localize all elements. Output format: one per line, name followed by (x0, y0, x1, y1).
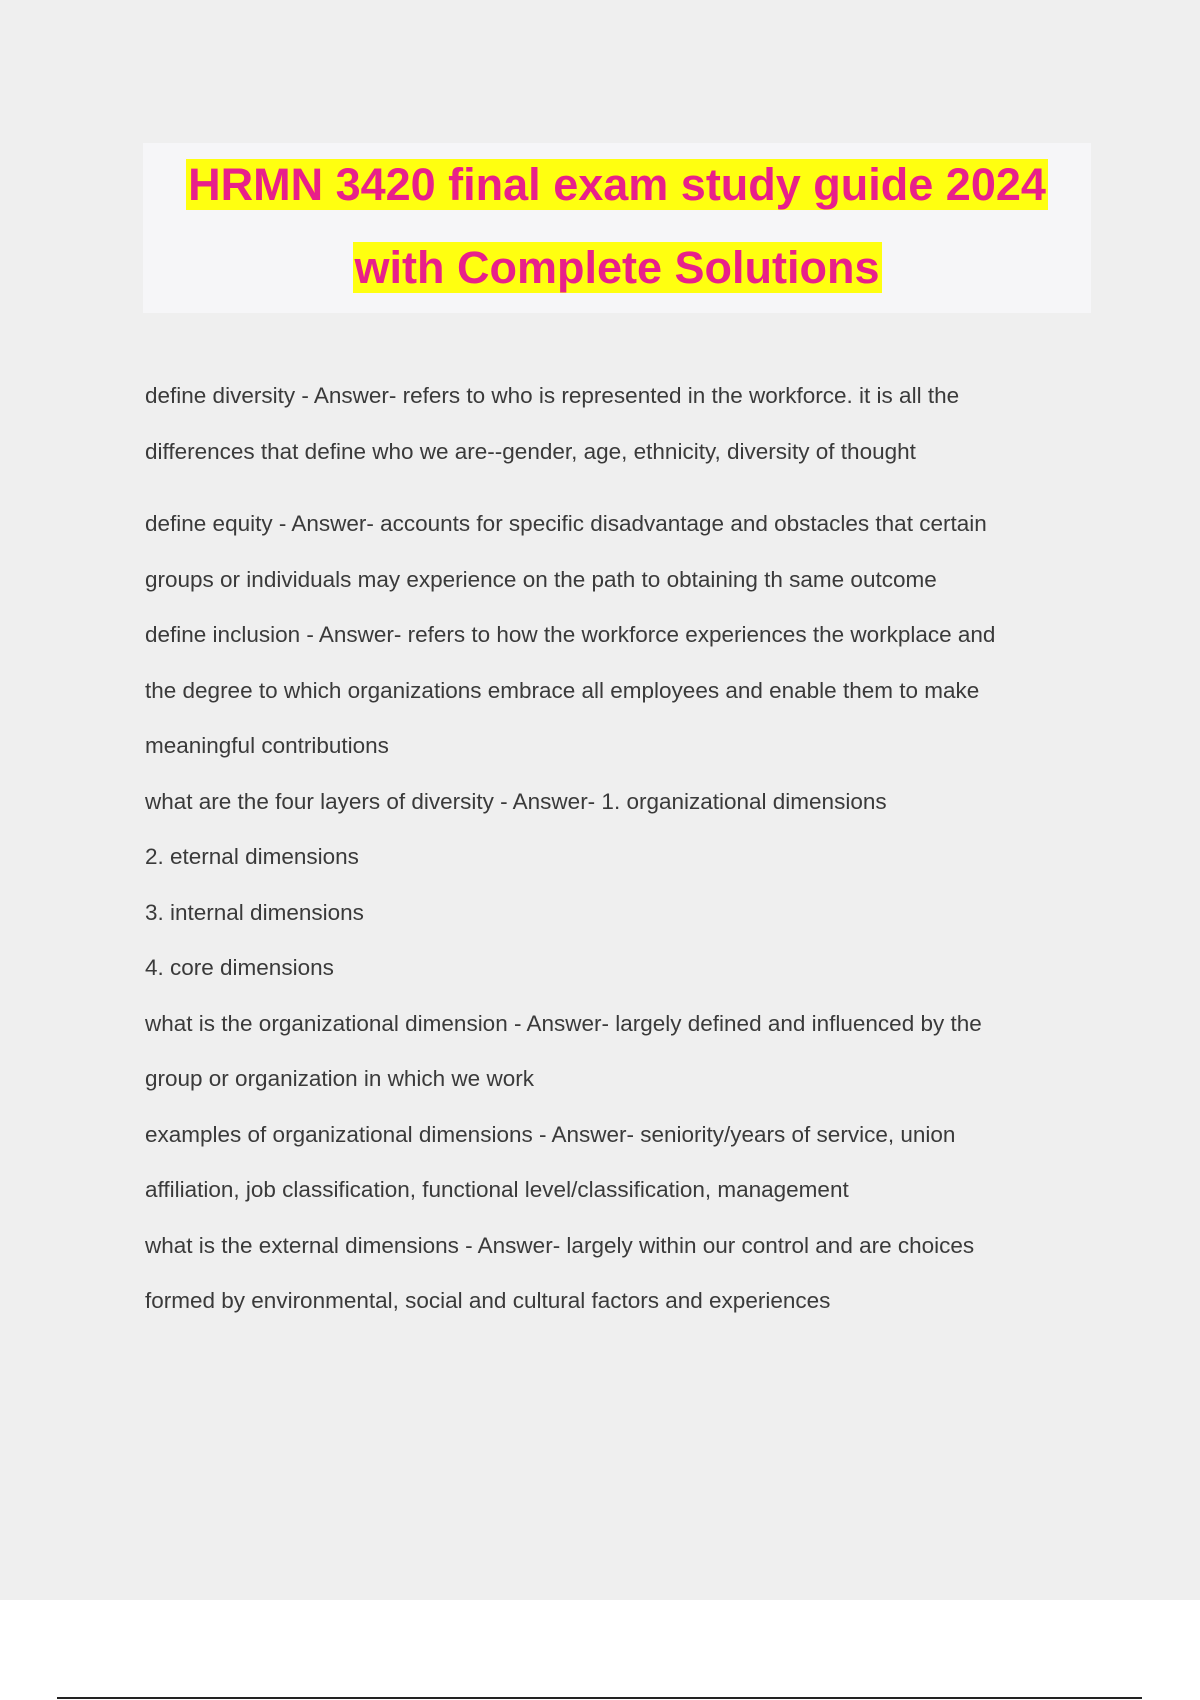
document-title-line-2: with Complete Solutions (354, 242, 880, 293)
body-line: affiliation, job classification, functional level/classification, management (145, 1177, 849, 1202)
body-line: define inclusion - Answer- refers to how the workforce experiences the workplace and (145, 622, 996, 647)
body-line: the degree to which organizations embrace all employees and enable them to make (145, 677, 980, 703)
body-line: meaningful contributions (145, 733, 389, 758)
body-line: groups or individuals may experience on the path to obtaining th same outcome (145, 566, 937, 592)
document-title-line-1: HRMN 3420 final exam study guide 2024 (188, 159, 1046, 210)
body-line: formed by environmental, social and cultural factors and experiences (145, 1288, 831, 1313)
body-line: group or organization in which we work (145, 1066, 534, 1091)
paragraph-gap (145, 479, 1085, 496)
body-line: 2. eternal dimensions (145, 844, 359, 869)
body-line: 4. core dimensions (145, 955, 334, 980)
body-line: what is the external dimensions - Answer- largely within our control and are choices (145, 1232, 975, 1258)
document-body (145, 368, 1085, 1329)
body-line: what is the organizational dimension - Answer- largely defined and influenced by the (145, 1010, 982, 1036)
body-line: 3. internal dimensions (145, 899, 364, 925)
body-line: what are the four layers of diversity - Answer- 1. organizational dimensions (145, 788, 887, 814)
title-box (143, 143, 1091, 313)
body-line: define equity - Answer- accounts for specific disadvantage and obstacles that certain (145, 511, 987, 536)
body-line: define diversity - Answer- refers to who is represented in the workforce. it is all the (145, 383, 960, 408)
body-line: examples of organizational dimensions - Answer- seniority/years of service, union (145, 1121, 956, 1147)
body-line: differences that define who we are--gender, age, ethnicity, diversity of thought (145, 438, 916, 464)
footer-rule (57, 1697, 1142, 1699)
